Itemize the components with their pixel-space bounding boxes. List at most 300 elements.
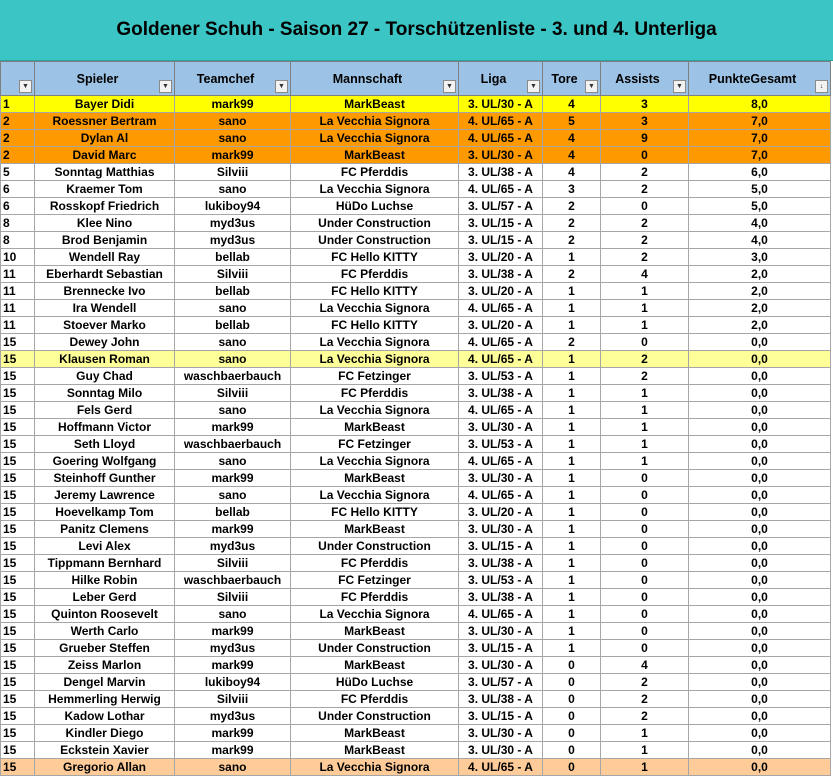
player-cell[interactable]: Hemmerling Herwig (35, 691, 175, 708)
team-cell[interactable]: FC Hello KITTY (291, 283, 459, 300)
league-cell[interactable]: 4. UL/65 - A (459, 351, 543, 368)
league-cell[interactable]: 4. UL/65 - A (459, 334, 543, 351)
league-cell[interactable]: 3. UL/20 - A (459, 283, 543, 300)
table-row[interactable] (1, 215, 831, 232)
rank-cell[interactable]: 15 (1, 402, 35, 419)
goals-cell[interactable]: 2 (543, 215, 601, 232)
player-cell[interactable]: Goering Wolfgang (35, 453, 175, 470)
teamchef-cell[interactable]: sano (175, 759, 291, 776)
assists-cell[interactable]: 2 (601, 249, 689, 266)
assists-cell[interactable]: 0 (601, 487, 689, 504)
goals-cell[interactable]: 3 (543, 181, 601, 198)
assists-cell[interactable]: 1 (601, 385, 689, 402)
player-cell[interactable]: Hoffmann Victor (35, 419, 175, 436)
points-cell[interactable]: 7,0 (689, 130, 831, 147)
team-cell[interactable]: La Vecchia Signora (291, 487, 459, 504)
points-cell[interactable]: 7,0 (689, 147, 831, 164)
table-row[interactable] (1, 521, 831, 538)
league-cell[interactable]: 4. UL/65 - A (459, 130, 543, 147)
player-cell[interactable]: Jeremy Lawrence (35, 487, 175, 504)
points-cell[interactable]: 0,0 (689, 606, 831, 623)
team-cell[interactable]: MarkBeast (291, 96, 459, 113)
player-cell[interactable]: Fels Gerd (35, 402, 175, 419)
points-cell[interactable]: 0,0 (689, 419, 831, 436)
goals-cell[interactable]: 1 (543, 487, 601, 504)
assists-cell[interactable]: 0 (601, 198, 689, 215)
table-row[interactable] (1, 589, 831, 606)
rank-cell[interactable]: 1 (1, 96, 35, 113)
table-row[interactable] (1, 266, 831, 283)
points-cell[interactable]: 4,0 (689, 215, 831, 232)
assists-cell[interactable]: 0 (601, 538, 689, 555)
assists-cell[interactable]: 3 (601, 113, 689, 130)
teamchef-cell[interactable]: lukiboy94 (175, 674, 291, 691)
league-cell[interactable]: 4. UL/65 - A (459, 113, 543, 130)
teamchef-cell[interactable]: mark99 (175, 623, 291, 640)
team-cell[interactable]: La Vecchia Signora (291, 300, 459, 317)
league-cell[interactable]: 3. UL/30 - A (459, 623, 543, 640)
points-cell[interactable]: 5,0 (689, 198, 831, 215)
teamchef-cell[interactable]: sano (175, 487, 291, 504)
points-cell[interactable]: 2,0 (689, 266, 831, 283)
player-cell[interactable]: Hoevelkamp Tom (35, 504, 175, 521)
assists-cell[interactable]: 2 (601, 215, 689, 232)
points-cell[interactable]: 0,0 (689, 657, 831, 674)
team-cell[interactable]: Under Construction (291, 640, 459, 657)
team-cell[interactable]: La Vecchia Signora (291, 334, 459, 351)
goals-cell[interactable]: 1 (543, 436, 601, 453)
assists-cell[interactable]: 2 (601, 708, 689, 725)
points-cell[interactable]: 0,0 (689, 538, 831, 555)
table-row[interactable] (1, 113, 831, 130)
league-cell[interactable]: 3. UL/15 - A (459, 640, 543, 657)
rank-cell[interactable]: 15 (1, 385, 35, 402)
assists-cell[interactable]: 2 (601, 181, 689, 198)
player-cell[interactable]: Hilke Robin (35, 572, 175, 589)
player-cell[interactable]: Dylan Al (35, 130, 175, 147)
team-cell[interactable]: La Vecchia Signora (291, 181, 459, 198)
rank-cell[interactable]: 15 (1, 691, 35, 708)
league-cell[interactable]: 4. UL/65 - A (459, 487, 543, 504)
points-cell[interactable]: 0,0 (689, 725, 831, 742)
assists-cell[interactable]: 1 (601, 742, 689, 759)
league-cell[interactable]: 3. UL/20 - A (459, 317, 543, 334)
rank-cell[interactable]: 15 (1, 419, 35, 436)
team-cell[interactable]: Under Construction (291, 215, 459, 232)
table-row[interactable] (1, 572, 831, 589)
team-cell[interactable]: FC Pferddis (291, 589, 459, 606)
table-row[interactable] (1, 742, 831, 759)
team-cell[interactable]: FC Fetzinger (291, 436, 459, 453)
sort-filter-dropdown-icon[interactable]: ↓ (815, 80, 828, 93)
points-cell[interactable]: 0,0 (689, 504, 831, 521)
rank-cell[interactable]: 15 (1, 708, 35, 725)
teamchef-cell[interactable]: sano (175, 402, 291, 419)
teamchef-cell[interactable]: waschbaerbauch (175, 436, 291, 453)
points-cell[interactable]: 5,0 (689, 181, 831, 198)
rank-cell[interactable]: 15 (1, 538, 35, 555)
teamchef-cell[interactable]: sano (175, 113, 291, 130)
assists-cell[interactable]: 2 (601, 351, 689, 368)
player-cell[interactable]: Bayer Didi (35, 96, 175, 113)
teamchef-cell[interactable]: mark99 (175, 96, 291, 113)
player-cell[interactable]: Steinhoff Gunther (35, 470, 175, 487)
player-cell[interactable]: Kraemer Tom (35, 181, 175, 198)
teamchef-cell[interactable]: Silviii (175, 266, 291, 283)
table-row[interactable] (1, 759, 831, 776)
league-cell[interactable]: 3. UL/20 - A (459, 504, 543, 521)
table-row[interactable] (1, 487, 831, 504)
goals-cell[interactable]: 0 (543, 708, 601, 725)
league-cell[interactable]: 3. UL/38 - A (459, 589, 543, 606)
points-cell[interactable]: 0,0 (689, 759, 831, 776)
league-cell[interactable]: 4. UL/65 - A (459, 181, 543, 198)
assists-cell[interactable]: 2 (601, 674, 689, 691)
points-cell[interactable]: 0,0 (689, 623, 831, 640)
player-cell[interactable]: Eckstein Xavier (35, 742, 175, 759)
team-cell[interactable]: FC Pferddis (291, 266, 459, 283)
player-cell[interactable]: Brod Benjamin (35, 232, 175, 249)
rank-cell[interactable]: 2 (1, 147, 35, 164)
assists-cell[interactable]: 1 (601, 453, 689, 470)
rank-cell[interactable]: 8 (1, 232, 35, 249)
teamchef-cell[interactable]: Silviii (175, 691, 291, 708)
table-row[interactable] (1, 351, 831, 368)
assists-cell[interactable]: 0 (601, 623, 689, 640)
teamchef-cell[interactable]: myd3us (175, 708, 291, 725)
table-row[interactable] (1, 147, 831, 164)
assists-cell[interactable]: 4 (601, 266, 689, 283)
player-cell[interactable]: Dengel Marvin (35, 674, 175, 691)
points-cell[interactable]: 2,0 (689, 283, 831, 300)
goals-cell[interactable]: 0 (543, 725, 601, 742)
filter-dropdown-icon[interactable]: ▼ (19, 80, 32, 93)
points-cell[interactable]: 0,0 (689, 334, 831, 351)
teamchef-cell[interactable]: sano (175, 300, 291, 317)
goals-cell[interactable]: 1 (543, 538, 601, 555)
goals-cell[interactable]: 4 (543, 164, 601, 181)
team-cell[interactable]: Under Construction (291, 538, 459, 555)
league-cell[interactable]: 4. UL/65 - A (459, 606, 543, 623)
teamchef-cell[interactable]: sano (175, 130, 291, 147)
filter-dropdown-icon[interactable]: ▼ (159, 80, 172, 93)
player-cell[interactable]: Dewey John (35, 334, 175, 351)
teamchef-cell[interactable]: waschbaerbauch (175, 368, 291, 385)
points-cell[interactable]: 0,0 (689, 691, 831, 708)
points-cell[interactable]: 0,0 (689, 640, 831, 657)
rank-cell[interactable]: 6 (1, 181, 35, 198)
points-cell[interactable]: 0,0 (689, 385, 831, 402)
league-cell[interactable]: 3. UL/30 - A (459, 742, 543, 759)
team-cell[interactable]: La Vecchia Signora (291, 453, 459, 470)
rank-cell[interactable]: 15 (1, 334, 35, 351)
team-cell[interactable]: MarkBeast (291, 419, 459, 436)
table-row[interactable] (1, 555, 831, 572)
league-cell[interactable]: 3. UL/15 - A (459, 708, 543, 725)
goals-cell[interactable]: 1 (543, 402, 601, 419)
teamchef-cell[interactable]: Silviii (175, 385, 291, 402)
teamchef-cell[interactable]: myd3us (175, 538, 291, 555)
table-row[interactable] (1, 623, 831, 640)
team-cell[interactable]: HüDo Luchse (291, 198, 459, 215)
filter-dropdown-icon[interactable]: ▼ (673, 80, 686, 93)
player-cell[interactable]: Tippmann Bernhard (35, 555, 175, 572)
teamchef-cell[interactable]: bellab (175, 249, 291, 266)
points-cell[interactable]: 0,0 (689, 589, 831, 606)
table-row[interactable] (1, 385, 831, 402)
league-cell[interactable]: 3. UL/30 - A (459, 657, 543, 674)
league-cell[interactable]: 3. UL/38 - A (459, 164, 543, 181)
points-cell[interactable]: 0,0 (689, 708, 831, 725)
teamchef-cell[interactable]: sano (175, 453, 291, 470)
player-cell[interactable]: Guy Chad (35, 368, 175, 385)
table-row[interactable] (1, 198, 831, 215)
league-cell[interactable]: 3. UL/15 - A (459, 215, 543, 232)
team-cell[interactable]: MarkBeast (291, 147, 459, 164)
points-cell[interactable]: 4,0 (689, 232, 831, 249)
league-cell[interactable]: 3. UL/57 - A (459, 674, 543, 691)
points-cell[interactable]: 0,0 (689, 487, 831, 504)
league-cell[interactable]: 3. UL/30 - A (459, 470, 543, 487)
rank-cell[interactable]: 15 (1, 504, 35, 521)
teamchef-cell[interactable]: myd3us (175, 640, 291, 657)
goals-cell[interactable]: 1 (543, 351, 601, 368)
league-cell[interactable]: 3. UL/30 - A (459, 96, 543, 113)
player-cell[interactable]: Wendell Ray (35, 249, 175, 266)
rank-cell[interactable]: 10 (1, 249, 35, 266)
points-cell[interactable]: 0,0 (689, 436, 831, 453)
goals-cell[interactable]: 1 (543, 623, 601, 640)
league-cell[interactable]: 3. UL/38 - A (459, 555, 543, 572)
rank-cell[interactable]: 15 (1, 589, 35, 606)
table-row[interactable] (1, 453, 831, 470)
assists-cell[interactable]: 0 (601, 589, 689, 606)
league-cell[interactable]: 3. UL/57 - A (459, 198, 543, 215)
goals-cell[interactable]: 1 (543, 300, 601, 317)
league-cell[interactable]: 3. UL/20 - A (459, 249, 543, 266)
table-row[interactable] (1, 504, 831, 521)
goals-cell[interactable]: 1 (543, 504, 601, 521)
rank-cell[interactable]: 5 (1, 164, 35, 181)
assists-cell[interactable]: 1 (601, 300, 689, 317)
goals-cell[interactable]: 1 (543, 555, 601, 572)
rank-cell[interactable]: 11 (1, 300, 35, 317)
goals-cell[interactable]: 2 (543, 232, 601, 249)
team-cell[interactable]: FC Hello KITTY (291, 317, 459, 334)
table-row[interactable] (1, 691, 831, 708)
rank-cell[interactable]: 6 (1, 198, 35, 215)
assists-cell[interactable]: 9 (601, 130, 689, 147)
assists-cell[interactable]: 0 (601, 334, 689, 351)
table-row[interactable] (1, 317, 831, 334)
assists-cell[interactable]: 1 (601, 283, 689, 300)
teamchef-cell[interactable]: Silviii (175, 164, 291, 181)
goals-cell[interactable]: 1 (543, 419, 601, 436)
rank-cell[interactable]: 15 (1, 521, 35, 538)
goals-cell[interactable]: 2 (543, 266, 601, 283)
goals-cell[interactable]: 1 (543, 317, 601, 334)
rank-cell[interactable]: 11 (1, 317, 35, 334)
rank-cell[interactable]: 15 (1, 555, 35, 572)
league-cell[interactable]: 3. UL/15 - A (459, 232, 543, 249)
teamchef-cell[interactable]: mark99 (175, 147, 291, 164)
rank-cell[interactable]: 11 (1, 266, 35, 283)
points-cell[interactable]: 0,0 (689, 368, 831, 385)
team-cell[interactable]: La Vecchia Signora (291, 351, 459, 368)
table-row[interactable] (1, 130, 831, 147)
goals-cell[interactable]: 0 (543, 759, 601, 776)
goals-cell[interactable]: 1 (543, 368, 601, 385)
assists-cell[interactable]: 1 (601, 759, 689, 776)
player-cell[interactable]: Quinton Roosevelt (35, 606, 175, 623)
team-cell[interactable]: MarkBeast (291, 521, 459, 538)
team-cell[interactable]: FC Pferddis (291, 164, 459, 181)
teamchef-cell[interactable]: myd3us (175, 232, 291, 249)
table-row[interactable] (1, 181, 831, 198)
goals-cell[interactable]: 1 (543, 521, 601, 538)
rank-cell[interactable]: 2 (1, 130, 35, 147)
rank-cell[interactable]: 15 (1, 436, 35, 453)
goals-cell[interactable]: 4 (543, 96, 601, 113)
league-cell[interactable]: 3. UL/38 - A (459, 691, 543, 708)
rank-cell[interactable]: 15 (1, 674, 35, 691)
points-cell[interactable]: 0,0 (689, 674, 831, 691)
points-cell[interactable]: 0,0 (689, 521, 831, 538)
table-row[interactable] (1, 232, 831, 249)
points-cell[interactable]: 2,0 (689, 317, 831, 334)
goals-cell[interactable]: 4 (543, 130, 601, 147)
rank-cell[interactable]: 15 (1, 453, 35, 470)
player-cell[interactable]: Grueber Steffen (35, 640, 175, 657)
table-row[interactable] (1, 283, 831, 300)
rank-cell[interactable]: 11 (1, 283, 35, 300)
goals-cell[interactable]: 1 (543, 606, 601, 623)
points-cell[interactable]: 3,0 (689, 249, 831, 266)
assists-cell[interactable]: 3 (601, 96, 689, 113)
rank-cell[interactable]: 15 (1, 742, 35, 759)
league-cell[interactable]: 4. UL/65 - A (459, 453, 543, 470)
goals-cell[interactable]: 1 (543, 283, 601, 300)
goals-cell[interactable]: 1 (543, 640, 601, 657)
assists-cell[interactable]: 0 (601, 606, 689, 623)
teamchef-cell[interactable]: lukiboy94 (175, 198, 291, 215)
player-cell[interactable]: Seth Lloyd (35, 436, 175, 453)
team-cell[interactable]: La Vecchia Signora (291, 130, 459, 147)
league-cell[interactable]: 4. UL/65 - A (459, 300, 543, 317)
assists-cell[interactable]: 4 (601, 657, 689, 674)
filter-dropdown-icon[interactable]: ▼ (585, 80, 598, 93)
points-cell[interactable]: 0,0 (689, 470, 831, 487)
teamchef-cell[interactable]: mark99 (175, 657, 291, 674)
table-row[interactable] (1, 249, 831, 266)
assists-cell[interactable]: 1 (601, 725, 689, 742)
rank-cell[interactable]: 15 (1, 368, 35, 385)
filter-dropdown-icon[interactable]: ▼ (527, 80, 540, 93)
filter-dropdown-icon[interactable]: ▼ (443, 80, 456, 93)
rank-cell[interactable]: 15 (1, 759, 35, 776)
league-cell[interactable]: 3. UL/38 - A (459, 266, 543, 283)
goals-cell[interactable]: 1 (543, 470, 601, 487)
player-cell[interactable]: Brennecke Ivo (35, 283, 175, 300)
teamchef-cell[interactable]: mark99 (175, 470, 291, 487)
league-cell[interactable]: 3. UL/30 - A (459, 419, 543, 436)
team-cell[interactable]: MarkBeast (291, 725, 459, 742)
teamchef-cell[interactable]: mark99 (175, 521, 291, 538)
goals-cell[interactable]: 2 (543, 198, 601, 215)
player-cell[interactable]: Stoever Marko (35, 317, 175, 334)
player-cell[interactable]: Panitz Clemens (35, 521, 175, 538)
team-cell[interactable]: FC Fetzinger (291, 368, 459, 385)
player-cell[interactable]: Rosskopf Friedrich (35, 198, 175, 215)
assists-cell[interactable]: 2 (601, 368, 689, 385)
player-cell[interactable]: Levi Alex (35, 538, 175, 555)
assists-cell[interactable]: 0 (601, 504, 689, 521)
rank-cell[interactable]: 8 (1, 215, 35, 232)
points-cell[interactable]: 0,0 (689, 742, 831, 759)
league-cell[interactable]: 3. UL/30 - A (459, 147, 543, 164)
rank-cell[interactable]: 15 (1, 623, 35, 640)
team-cell[interactable]: MarkBeast (291, 657, 459, 674)
teamchef-cell[interactable]: myd3us (175, 215, 291, 232)
table-row[interactable] (1, 436, 831, 453)
player-cell[interactable]: Eberhardt Sebastian (35, 266, 175, 283)
team-cell[interactable]: La Vecchia Signora (291, 113, 459, 130)
teamchef-cell[interactable]: bellab (175, 317, 291, 334)
team-cell[interactable]: MarkBeast (291, 742, 459, 759)
table-row[interactable] (1, 334, 831, 351)
team-cell[interactable]: FC Hello KITTY (291, 249, 459, 266)
table-row[interactable] (1, 300, 831, 317)
league-cell[interactable]: 3. UL/38 - A (459, 385, 543, 402)
team-cell[interactable]: La Vecchia Signora (291, 402, 459, 419)
player-cell[interactable]: Werth Carlo (35, 623, 175, 640)
league-cell[interactable]: 3. UL/30 - A (459, 521, 543, 538)
goals-cell[interactable]: 5 (543, 113, 601, 130)
player-cell[interactable]: Ira Wendell (35, 300, 175, 317)
teamchef-cell[interactable]: Silviii (175, 555, 291, 572)
goals-cell[interactable]: 0 (543, 674, 601, 691)
goals-cell[interactable]: 1 (543, 385, 601, 402)
league-cell[interactable]: 4. UL/65 - A (459, 402, 543, 419)
points-cell[interactable]: 0,0 (689, 555, 831, 572)
table-row[interactable] (1, 402, 831, 419)
assists-cell[interactable]: 2 (601, 232, 689, 249)
team-cell[interactable]: FC Pferddis (291, 555, 459, 572)
goals-cell[interactable]: 0 (543, 691, 601, 708)
table-row[interactable] (1, 96, 831, 113)
assists-cell[interactable]: 0 (601, 572, 689, 589)
table-row[interactable] (1, 419, 831, 436)
rank-cell[interactable]: 15 (1, 640, 35, 657)
league-cell[interactable]: 3. UL/53 - A (459, 368, 543, 385)
team-cell[interactable]: FC Pferddis (291, 385, 459, 402)
points-cell[interactable]: 0,0 (689, 572, 831, 589)
team-cell[interactable]: FC Pferddis (291, 691, 459, 708)
table-row[interactable] (1, 368, 831, 385)
goals-cell[interactable]: 1 (543, 572, 601, 589)
player-cell[interactable]: Roessner Bertram (35, 113, 175, 130)
player-cell[interactable]: Kindler Diego (35, 725, 175, 742)
goals-cell[interactable]: 0 (543, 657, 601, 674)
table-row[interactable] (1, 640, 831, 657)
assists-cell[interactable]: 0 (601, 147, 689, 164)
player-cell[interactable]: Gregorio Allan (35, 759, 175, 776)
table-row[interactable] (1, 657, 831, 674)
player-cell[interactable]: Klee Nino (35, 215, 175, 232)
teamchef-cell[interactable]: sano (175, 351, 291, 368)
team-cell[interactable]: MarkBeast (291, 470, 459, 487)
teamchef-cell[interactable]: bellab (175, 504, 291, 521)
